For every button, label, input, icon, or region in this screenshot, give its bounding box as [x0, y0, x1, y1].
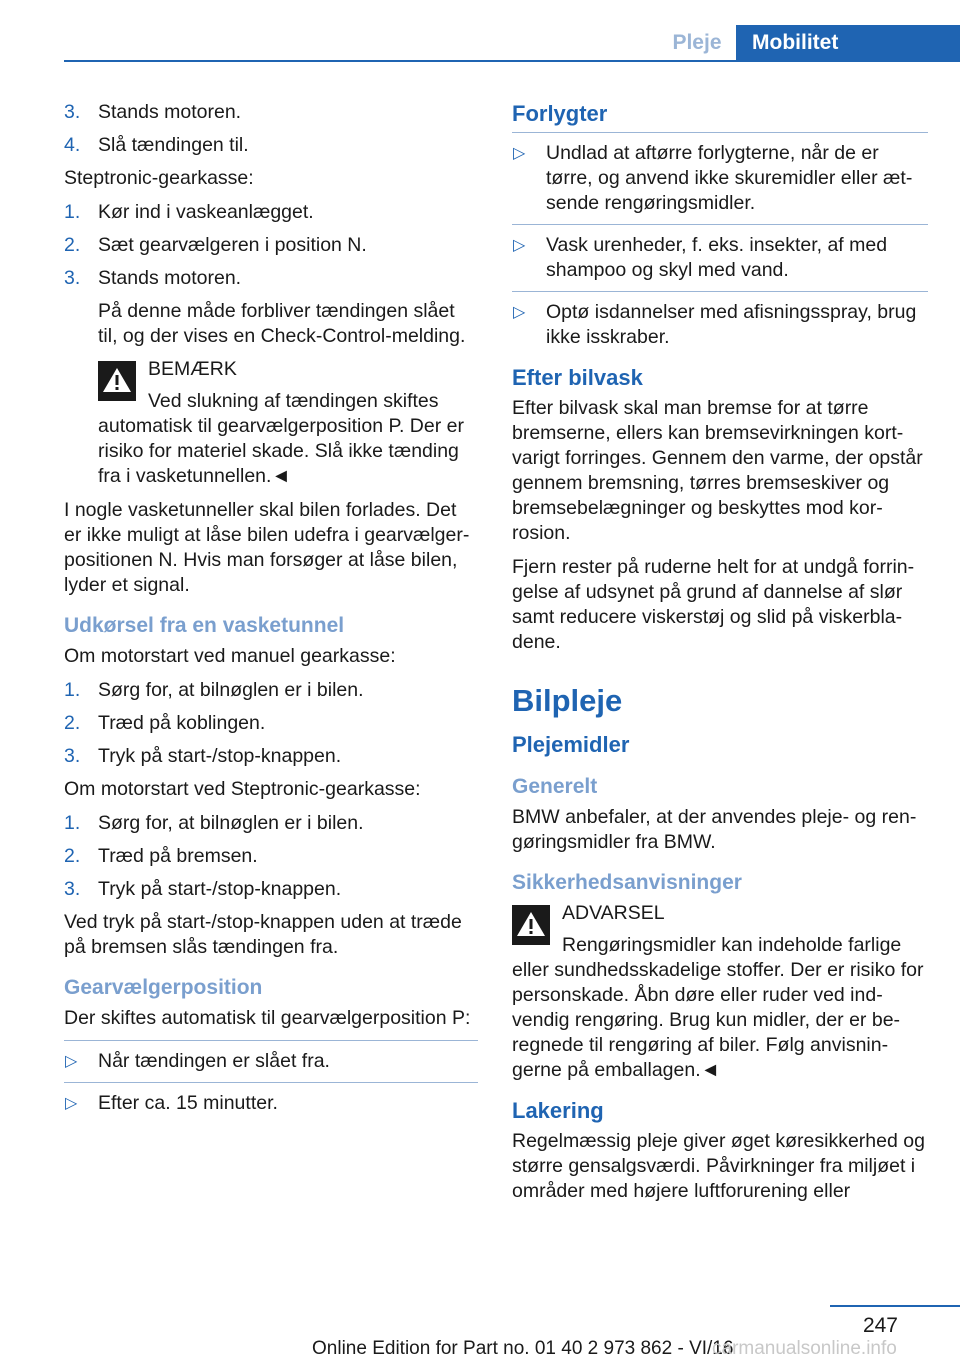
bullet-item: ▷ Efter ca. 15 minutter.: [65, 1092, 278, 1114]
page-number: 247: [862, 1314, 898, 1337]
list-item: 1. Sørg for, at bilnøglen er i bilen.: [64, 679, 364, 701]
list-item: 3. Tryk på start-/stop-knappen.: [64, 745, 342, 767]
list-item: 4. Slå tændingen til.: [64, 134, 249, 156]
left-column: [64, 100, 478, 1124]
bullet-item: ▷ Optø isdannelser med afisningsspray, brug ikke isskraber.: [513, 301, 917, 348]
heading-gearvaelgerposition: Gearvælgerposition: [64, 976, 263, 999]
paragraph: Der skiftes automatisk til gearvælgerposition P:: [64, 1007, 471, 1029]
warning-text: Rengøringsmidler kan indeholde farlige eller sundhedsskadelige stoffer. Der er risiko for personskade. Åbn døre eller ruder ved indvendig rengøring. Brug kun midler, der er beregnede til rengøring af biler. Følg anvisningerne på emballagen.◄: [512, 934, 924, 1081]
warning-box: [512, 901, 928, 1083]
warning-triangle-icon: [98, 361, 136, 401]
manuel-label: Om motorstart ved manuel gearkasse:: [64, 645, 396, 667]
bullet-item: ▷ Vask urenheder, f. eks. insekter, af med shampoo og skyl med vand.: [513, 234, 888, 281]
list-item: 3. Stands motoren. På denne måde forbliver tændingen slået til, og der vises en Check-Control-melding.: [64, 266, 478, 349]
list-item-subtext: På denne måde forbliver tændingen slået til, og der vises en Check-Control-melding.: [98, 300, 466, 347]
list-item: 2. Sæt gearvælgeren i position N.: [64, 234, 367, 256]
divider: [64, 1082, 478, 1083]
list-item: 1. Kør ind i vaskeanlægget.: [64, 201, 314, 223]
note-box: [64, 357, 478, 489]
triangle-bullet-icon: ▷: [513, 304, 526, 321]
paragraph: Regelmæssig pleje giver øget køresikkerhed og større gensalgsværdi. Påvirkninger fra miljøet i områder med højere luftforurening eller: [512, 1130, 925, 1202]
note-title: BEMÆRK: [148, 358, 237, 380]
paragraph: I nogle vasketunneller skal bilen forlades. Det er ikke muligt at låse bilen udefra i gearvælgerpositionen N. Hvis man forsøger at låse bilen, lyder et signal.: [64, 499, 470, 596]
heading-lakering: Lakering: [512, 1098, 604, 1123]
paragraph: Fjern rester på ruderne helt for at undgå forringelse af udsynet på grund af dannelse af slør samt reducere viskerstøj og slid på viskerbladene.: [512, 556, 915, 653]
triangle-bullet-icon: ▷: [513, 145, 526, 162]
header-rule: [64, 60, 960, 62]
divider: [64, 1040, 478, 1041]
list-item: 2. Træd på koblingen.: [64, 712, 266, 734]
warning-title: ADVARSEL: [562, 902, 665, 924]
right-column: [512, 100, 928, 1213]
divider: [512, 291, 928, 292]
watermark: carmanualsonline.info: [712, 1338, 897, 1359]
note-text: Ved slukning af tændingen skiftes automatisk til gearvælgerposition P. Der er risiko for materiel skade. Slå ikke tænding fra i vasketunnellen.◄: [98, 390, 464, 487]
steptronic-label-2: Om motorstart ved Steptronic-gearkasse:: [64, 778, 421, 800]
bullet-item: ▷ Når tændingen er slået fra.: [65, 1050, 330, 1072]
bullet-item: ▷ Undlad at aftørre forlygterne, når de er tørre, og anvend ikke skuremidler eller ætsende rengøringsmidler.: [513, 142, 913, 214]
steptronic-label: Steptronic-gearkasse:: [64, 167, 254, 189]
triangle-bullet-icon: ▷: [65, 1095, 78, 1112]
heading-udkorsel: Udkørsel fra en vasketunnel: [64, 614, 345, 637]
list-item: 1. Sørg for, at bilnøglen er i bilen.: [64, 812, 364, 834]
heading-efter-bilvask: Efter bilvask: [512, 365, 643, 390]
list-item: 2. Træd på bremsen.: [64, 845, 258, 867]
footer-rule: [830, 1305, 960, 1307]
header-tab-pleje: Pleje: [672, 31, 722, 54]
header-tab-mobilitet: Mobilitet: [736, 25, 960, 61]
paragraph: Efter bilvask skal man bremse for at tørre bremserne, ellers kan bremsevirkningen kortvarigt forringes. Gennem den varme, der opstår gennem bremsning, tørres bremseskiver og bremsebelægninger og beskyttes mod korrosion.: [512, 397, 923, 544]
triangle-bullet-icon: ▷: [65, 1053, 78, 1070]
edition-line: Online Edition for Part no. 01 40 2 973 862 - VI/16: [312, 1338, 734, 1359]
paragraph: BMW anbefaler, at der anvendes pleje- og rengøringsmidler fra BMW.: [512, 806, 917, 853]
triangle-bullet-icon: ▷: [513, 237, 526, 254]
divider: [512, 132, 928, 133]
divider: [512, 224, 928, 225]
list-item: 3. Stands motoren.: [64, 101, 242, 123]
heading-sikkerhedsanvisninger: Sikkerhedsanvisninger: [512, 871, 742, 894]
heading-plejemidler: Plejemidler: [512, 732, 630, 757]
heading-forlygter: Forlygter: [512, 101, 608, 126]
warning-triangle-icon: [512, 905, 550, 945]
paragraph: Ved tryk på start-/stop-knappen uden at træde på bremsen slås tændingen fra.: [64, 911, 462, 958]
heading-generelt: Generelt: [512, 775, 598, 798]
list-item: 3. Tryk på start-/stop-knappen.: [64, 878, 342, 900]
heading-bilpleje: Bilpleje: [512, 683, 623, 718]
